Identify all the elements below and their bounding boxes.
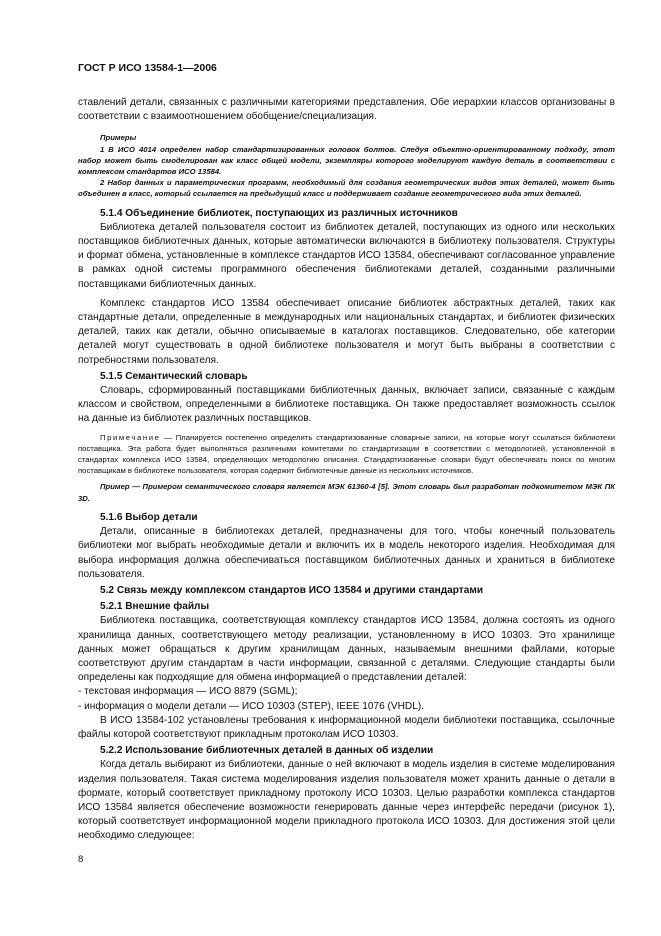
example-1: 1 В ИСО 4014 определен набор стандартизированных головок болтов. Следуя объектно-ориентированному подходу, этот набор может быть смоделирован как класс общей модели, экземпляры которого моделируют каждую деталь в соответствии с комплексом стандартов ИСО 13584. bbox=[78, 144, 615, 177]
section-5-2-heading: 5.2 Связь между комплексом стандартов ИСО 13584 и другими стандартами bbox=[100, 584, 484, 596]
examples-label: Примеры bbox=[100, 133, 137, 143]
note bbox=[78, 432, 615, 477]
section-5-1-4-paragraph-1: Библиотека деталей пользователя состоит из библиотек деталей, поступающих из одного или нескольких поставщиков библиотечных данных, которые автоматически включаются в библиотеку пользователя. Структуры и формат обмена, установленные в комплексе стандартов ИСО 13584, обеспечивают согласованное управление в рамках одной системы программного обеспечения библиотеками деталей, созданными различными поставщиками библиотечных данных. bbox=[78, 221, 615, 290]
example-2: 2 Набор данных и параметрических программ, необходимый для создания геометрических видов этих деталей, может быть объединен в класс, который ссылается на предыдущий класс и поддерживает создание геометрического вида этих деталей. bbox=[78, 178, 615, 199]
section-5-1-6-paragraph-1: Детали, описанные в библиотеках деталей, предназначены для того, чтобы конечный пользователь библиотеки мог выбрать необходимые детали и включить их в модель некоторого изделия. Необходимая для выбора информация должна обеспечиваться поставщиком библиотечных данных и храниться в библиотеке пользователя. bbox=[78, 526, 615, 580]
section-5-2-1-paragraph-1: Библиотека поставщика, соответствующая комплексу стандартов ИСО 13584, должна состоять из одного хранилища данных, соответствующего методу реализации, установленному в ИСО 10303. Это хранилище данных может обращаться к другим хранилищам данных, называемым внешними файлами, которые соответствуют другим стандартам в части информации, связанной с деталями. Следующие стандарты были определены как подходящие для обмена информацией о представлении деталей: bbox=[78, 615, 615, 684]
section-5-1-5-paragraph-1: Словарь, сформированный поставщиками библиотечных данных, включает записи, связанные с каждым классом и свойством, определенными в библиотеке поставщика. Он также предоставляет возможность ссылок на данные из библиотек различных поставщиков. bbox=[78, 385, 615, 425]
document-header: ГОСТ Р ИСО 13584-1—2006 bbox=[78, 62, 217, 74]
document-page bbox=[78, 62, 615, 844]
section-5-2-1-heading: 5.2.1 Внешние файлы bbox=[100, 601, 210, 613]
section-5-1-6-heading: 5.1.6 Выбор детали bbox=[100, 511, 198, 523]
section-5-2-2-heading: 5.2.2 Использование библиотечных деталей в данных об изделии bbox=[100, 745, 434, 757]
section-5-1-4-heading: 5.1.4 Объединение библиотек, поступающих из различных источников bbox=[100, 207, 458, 219]
section-5-1-4-paragraph-2: Комплекс стандартов ИСО 13584 обеспечивает описание библиотек абстрактных деталей, таких как стандартные детали, определенные в международных или национальных стандартах, и библиотек физических деталей, таких как детали, обычно описываемые в каталогах поставщиков. Следовательно, обе категории деталей могут существовать в одной библиотеке пользователя и могут быть выбраны в соответствии с потребностями пользователя. bbox=[78, 297, 615, 366]
section-5-1-5-heading: 5.1.5 Семантический словарь bbox=[100, 370, 248, 382]
list-item-model-info: - информация о модели детали — ИСО 10303 (STEP), IEEE 1076 (VHDL). bbox=[78, 700, 424, 712]
page-number: 8 bbox=[78, 854, 84, 865]
note-label: Примечание bbox=[100, 432, 161, 442]
example-dictionary: Пример — Примером семантического словаря является МЭК 61360-4 [5]. Этот словарь был разработан подкомитетом МЭК ПК 3D. bbox=[78, 482, 615, 503]
section-5-2-1-paragraph-2: В ИСО 13584-102 установлены требования к информационной модели библиотеки поставщика, ссылочные файлы которой соответствуют прикладным протоколам ИСО 10303. bbox=[78, 714, 615, 740]
list-item-text-info: - текстовая информация — ИСО 8879 (SGML); bbox=[78, 686, 298, 698]
section-5-2-2-paragraph-1: Когда деталь выбирают из библиотеки, данные о ней включают в модель изделия в системе моделирования изделия пользователя. Такая система моделирования изделия пользователя может хранить данные о детали в формате, который соответствует прикладному протоколу ИСО 10303. Целью разработки комплекса стандартов ИСО 13584 является обеспечение возможности генерировать данные через интерфейс передачи (рисунок 1), который соответствует информационной модели прикладного протокола ИСО 10303. Для достижения этой цели необходимо следующее: bbox=[78, 759, 615, 842]
paragraph-continuation: ставлений детали, связанных с различными категориями представления. Обе иерархии классов организованы в соответствии с взаимоотношением обобщение/специализация. bbox=[78, 97, 615, 123]
note-text: — Планируется постепенно определить стандартизованные словарные записи, на которые могут ссылаться библиотеки поставщика. Эта работа будет выполняться различными комитетами по стандартизации в соответствии с методологией, установленной в стандартах комплекса ИСО 13584, определяющих методологию описания. Стандартизованные словари будут обеспечивать поиск по многим поставщикам в библиотеке пользователя, которая содержит библиотечные данные из нескольких источников. bbox=[78, 432, 615, 476]
